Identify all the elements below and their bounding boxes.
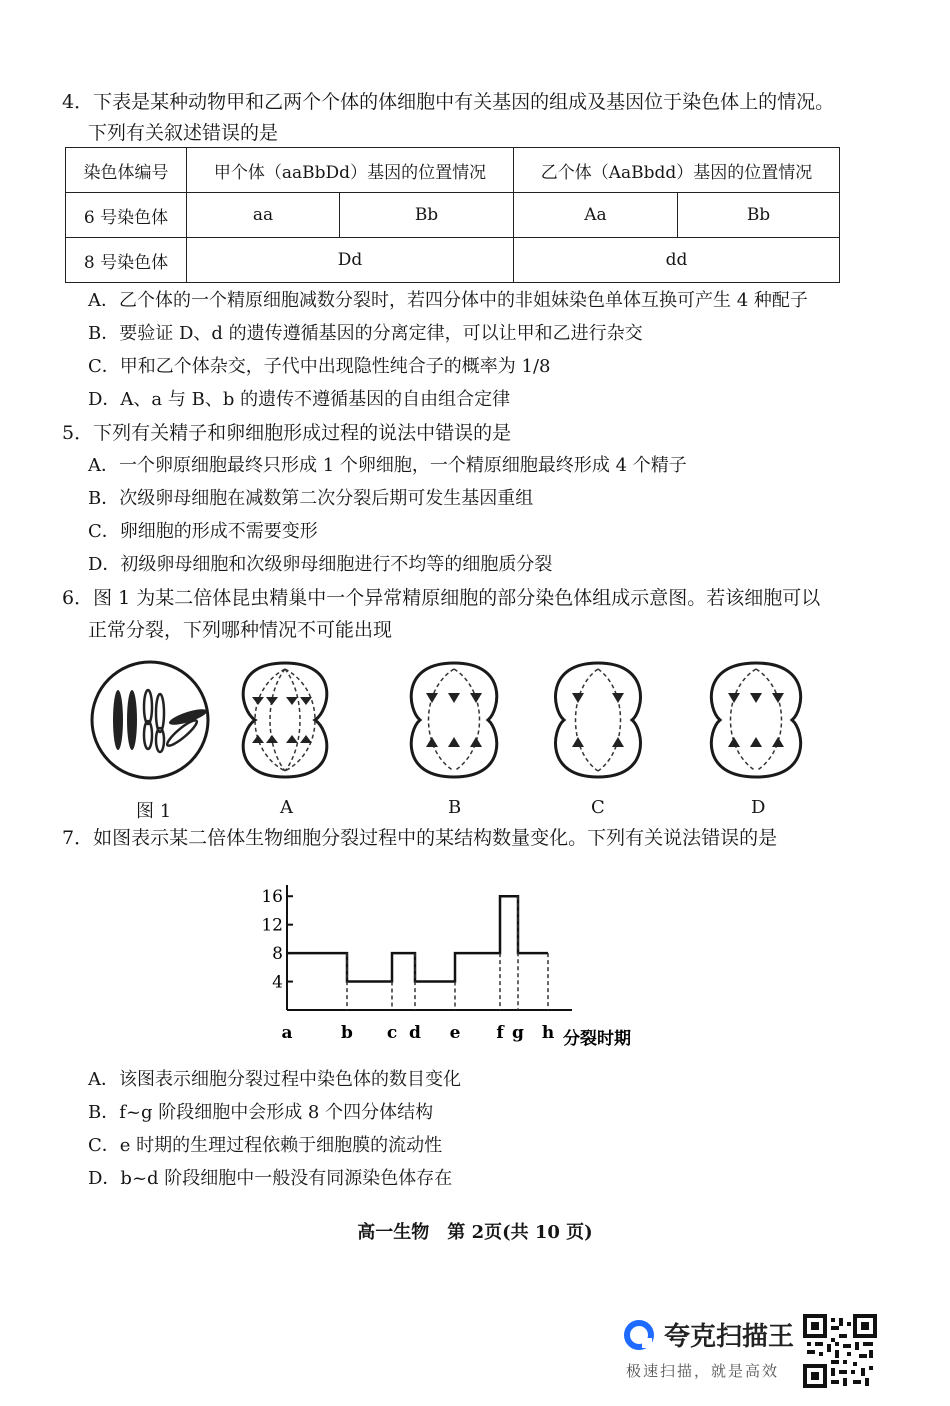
gene-table [65,147,840,283]
q7-stem: 7．如图表示某二倍体生物细胞分裂过程中的某结构数量变化。下列有关说法错误的是 [62,827,778,849]
x-tick-label: d [409,1023,421,1043]
cell-diagrams [80,655,860,790]
q7-option-a: A．该图表示细胞分裂过程中染色体的数目变化 [88,1069,461,1090]
scanner-watermark [612,1312,802,1392]
q7-option-d: D．b~d 阶段细胞中一般没有同源染色体存在 [88,1168,453,1189]
cell-b-label: B [448,797,462,818]
table-cell: 6 号染色体 [66,193,187,238]
qr-code-icon [803,1314,877,1388]
q6-stem-line2: 正常分裂，下列哪种情况不可能出现 [88,619,393,641]
cell-a-label: A [280,797,293,818]
table-cell: Aa [514,193,678,238]
figure-1-cell [92,662,209,778]
table-header-cell: 甲个体（aaBbDd）基因的位置情况 [187,148,514,193]
x-axis-label: 分裂时期 [563,1029,631,1049]
y-tick-label: 4 [272,972,283,993]
table-cell: 8 号染色体 [66,238,187,283]
scanner-logo-icon [622,1318,656,1352]
cell-a-diagram [243,663,327,777]
q4-stem-line2: 下列有关叙述错误的是 [88,122,279,144]
x-tick-label: f [496,1023,504,1043]
table-cell: dd [514,238,840,283]
table-row [66,193,840,238]
series-line [287,896,548,981]
q4-option-a: A．乙个体的一个精原细胞减数分裂时，若四分体中的非姐妹染色单体互换可产生 4 种配子 [88,290,808,311]
table-header-cell: 染色体编号 [66,148,187,193]
table-cell: Dd [187,238,514,283]
q7-option-b: B．f~g 阶段细胞中会形成 8 个四分体结构 [88,1102,434,1123]
q4-option-b: B．要验证 D、d 的遗传遵循基因的分离定律，可以让甲和乙进行杂交 [88,323,643,344]
figure-1-label: 图 1 [136,801,172,822]
cell-c-label: C [591,797,605,818]
x-tick-label: g [512,1023,524,1043]
y-tick-label: 12 [261,915,283,936]
q4-option-d: D．A、a 与 B、b 的遗传不遵循基因的自由组合定律 [88,389,511,410]
q5-option-c: C．卵细胞的形成不需要变形 [88,521,318,542]
y-tick-label: 8 [272,944,283,965]
q5-option-a: A．一个卵原细胞最终只形成 1 个卵细胞，一个精原细胞最终形成 4 个精子 [88,455,687,476]
y-tick-label: 16 [261,887,283,908]
x-tick-label: b [341,1023,353,1043]
q4-stem-line1: 4．下表是某种动物甲和乙两个个体的体细胞中有关基因的组成及基因位于染色体上的情况。 [62,91,835,113]
table-cell: Bb [678,193,840,238]
cell-c-diagram [556,663,641,777]
table-cell: aa [187,193,340,238]
table-cell: Bb [340,193,514,238]
brand-slogan: 极速扫描，就是高效 [626,1362,780,1380]
chromosome-count-chart [255,880,655,1055]
table-header-cell: 乙个体（AaBbdd）基因的位置情况 [514,148,840,193]
table-row [66,238,840,283]
table-row [66,148,840,193]
x-tick-label: c [386,1023,398,1043]
x-tick-label: e [449,1023,461,1043]
x-tick-label: a [281,1023,293,1043]
q5-stem: 5．下列有关精子和卵细胞形成过程的说法中错误的是 [62,422,512,444]
q4-option-c: C．甲和乙个体杂交，子代中出现隐性纯合子的概率为 1/8 [88,356,551,377]
q6-stem-line1: 6．图 1 为某二倍体昆虫精巢中一个异常精原细胞的部分染色体组成示意图。若该细胞可以 [62,587,821,609]
brand-name: 夸克扫描王 [664,1322,795,1352]
q5-option-b: B．次级卵母细胞在减数第二次分裂后期可发生基因重组 [88,488,534,509]
cell-d-label: D [751,797,766,818]
page-footer: 高一生物 第 2页(共 10 页) [357,1222,593,1243]
q7-option-c: C．e 时期的生理过程依赖于细胞膜的流动性 [88,1135,443,1156]
cell-d-diagram [711,663,800,777]
x-tick-label: h [541,1023,555,1043]
cell-b-diagram [411,663,497,777]
q5-option-d: D．初级卵母细胞和次级卵母细胞进行不均等的细胞质分裂 [88,554,553,575]
